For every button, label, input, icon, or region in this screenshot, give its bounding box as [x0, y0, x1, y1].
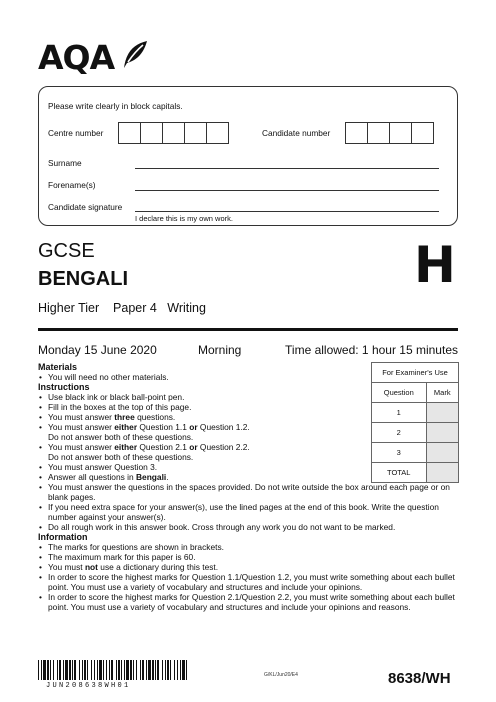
materials-list — [38, 372, 460, 382]
list-item: • If you need extra space for your answer(s), use the lined pages at the end of this book. Write the question number against your answer(s). — [38, 502, 460, 522]
tier-letter: H — [414, 236, 456, 294]
list-item: • You must answer Question 3. — [38, 462, 460, 472]
exam-date: Monday 15 June 2020 — [38, 343, 157, 357]
qualification-title: GCSE — [38, 240, 95, 262]
component-label: Writing — [167, 301, 206, 315]
table-row-question: 3 — [372, 443, 427, 463]
question-column-header: Question — [372, 383, 427, 403]
heading-divider — [38, 328, 458, 331]
barcode-text: JUN208638WH01 — [46, 682, 131, 690]
time-allowed: Time allowed: 1 hour 15 minutes — [285, 343, 458, 357]
aqa-logo-text: AQA — [38, 38, 115, 77]
list-item: • In order to score the highest marks for Question 2.1/Question 2.2, you must write something about each bullet point. You must use a variety of vocabulary and structures and include your opinions and reasons. — [38, 592, 460, 612]
date-line — [38, 343, 458, 357]
candidate-details-box — [38, 86, 458, 226]
table-row-question: 2 — [372, 423, 427, 443]
leaf-icon — [122, 40, 148, 70]
tier-label: Higher Tier — [38, 301, 100, 315]
paper-reference: G/KL/Jun20/E4 — [264, 672, 298, 678]
candidate-number-field[interactable] — [346, 122, 434, 144]
list-item: • Do all rough work in this answer book. Cross through any work you do not want to be marked. — [38, 522, 460, 532]
list-item: • Use black ink or black ball-point pen. — [38, 392, 460, 402]
barcode — [38, 660, 188, 680]
block-capitals-instruction: Please write clearly in block capitals. — [48, 101, 183, 111]
declaration-text: I declare this is my own work. — [135, 214, 233, 223]
list-item: • Answer all questions in Bengali. — [38, 472, 460, 482]
paper-label: Paper 4 — [113, 301, 157, 315]
list-item: • You must answer the questions in the spaces provided. Do not write outside the box around each page or on blank pages. — [38, 482, 460, 502]
paper-code: 8638/WH — [388, 670, 451, 687]
list-item-continuation: Do not answer both of these questions. — [48, 452, 194, 462]
forename-field[interactable] — [135, 190, 439, 191]
forename-label: Forename(s) — [48, 180, 96, 190]
list-item: • You will need no other materials. — [38, 372, 460, 382]
aqa-logo — [38, 40, 148, 76]
list-item: • In order to score the highest marks for Question 1.1/Question 1.2, you must write something about each bullet point. You must use a variety of vocabulary and structures and include your opinions. — [38, 572, 460, 592]
signature-field[interactable] — [135, 211, 439, 212]
tier-paper-line — [38, 301, 206, 315]
list-item-continuation: Do not answer both of these questions. — [48, 432, 194, 442]
list-item: • The maximum mark for this paper is 60. — [38, 552, 460, 562]
instructions-list — [38, 392, 460, 532]
list-item: • Fill in the boxes at the top of this page. — [38, 402, 460, 412]
mark-column-header: Mark — [426, 383, 459, 403]
information-list — [38, 542, 460, 612]
list-item: • You must answer either Question 2.1 or Question 2.2. — [38, 442, 460, 452]
total-label: TOTAL — [372, 463, 427, 483]
instructions-heading: Instructions — [38, 382, 90, 392]
centre-number-field[interactable] — [119, 122, 229, 144]
list-item: • You must not use a dictionary during this test. — [38, 562, 460, 572]
exam-session: Morning — [198, 343, 242, 357]
information-heading: Information — [38, 532, 88, 542]
table-row-question: 1 — [372, 403, 427, 423]
materials-heading: Materials — [38, 362, 78, 372]
examiner-table-title: For Examiner's Use — [372, 363, 459, 383]
surname-label: Surname — [48, 158, 82, 168]
subject-title: BENGALI — [38, 268, 128, 290]
centre-number-label: Centre number — [48, 128, 104, 138]
candidate-number-label: Candidate number — [262, 128, 331, 138]
list-item: • The marks for questions are shown in brackets. — [38, 542, 460, 552]
signature-label: Candidate signature — [48, 202, 123, 212]
surname-field[interactable] — [135, 168, 439, 169]
instructions-section — [38, 362, 460, 612]
list-item: • You must answer either Question 1.1 or Question 1.2. — [38, 422, 460, 432]
list-item: • You must answer three questions. — [38, 412, 460, 422]
